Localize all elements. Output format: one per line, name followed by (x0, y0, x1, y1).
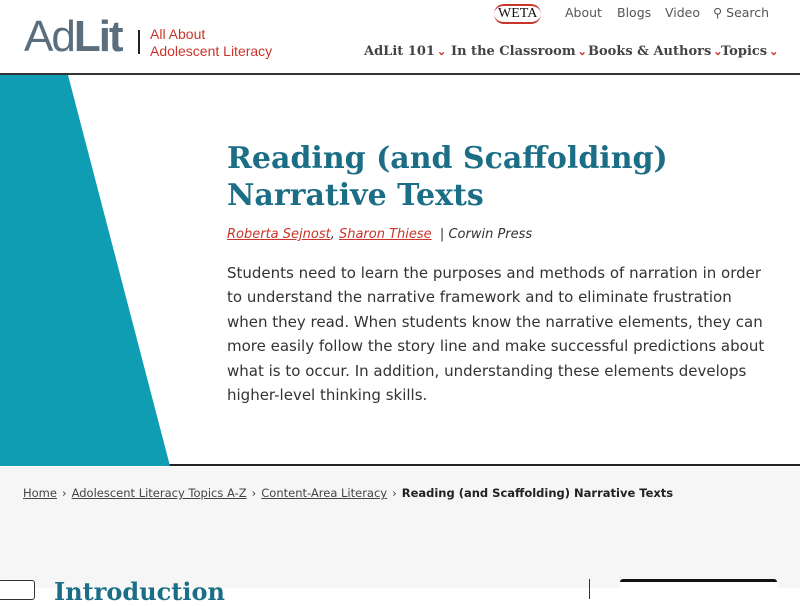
breadcrumb-content-area[interactable]: Content-Area Literacy (261, 486, 388, 500)
search-icon: ⚲ (713, 5, 723, 20)
chevron-down-icon: ⌄ (769, 45, 779, 58)
nav-blogs[interactable]: Blogs (617, 5, 652, 20)
nav-about[interactable]: About (565, 5, 602, 20)
nav-label: Topics (721, 44, 768, 59)
page-title: Reading (and Scaffolding) Narrative Texts (227, 141, 668, 213)
nav-label: Books & Authors (588, 44, 712, 59)
nav-books-authors[interactable] (588, 44, 723, 59)
content-area (0, 467, 800, 606)
chevron-right-icon: › (392, 486, 397, 500)
chevron-right-icon: › (251, 486, 257, 500)
author-link[interactable]: Sharon Thiese (338, 227, 432, 242)
site-header (0, 0, 800, 75)
publisher: Corwin Press (448, 227, 533, 242)
chevron-down-icon: ⌄ (713, 45, 723, 58)
side-toggle-button[interactable] (0, 580, 35, 600)
breadcrumb-home[interactable]: Home (23, 486, 57, 500)
tagline-line-1: All About (150, 26, 206, 42)
weta-logo[interactable]: WETA (494, 4, 541, 24)
nav-label: In the Classroom (451, 44, 576, 59)
nav-in-the-classroom[interactable] (451, 44, 587, 59)
search-label: Search (726, 5, 770, 20)
search-button[interactable] (713, 5, 769, 20)
article-summary: Students need to learn the purposes and methods of narration in order to understand the narrative framework and to eliminate frustration when they read. When students know the narrative elements, they can more easily follow the story line and make successful predictions about what is to occur. In addition, understanding these elements develops higher-level thinking skills. (227, 264, 765, 405)
author-link[interactable]: Roberta Sejnost (227, 227, 331, 242)
nav-topics[interactable] (721, 44, 778, 59)
nav-label: AdLit 101 (364, 44, 435, 59)
breadcrumb-current: Reading (and Scaffolding) Narrative Texts (401, 486, 674, 500)
breadcrumb-topics[interactable]: Adolescent Literacy Topics A-Z (71, 486, 247, 500)
adlit-logo[interactable]: AdLit (24, 12, 122, 61)
tagline (150, 26, 272, 60)
section-heading: Introduction (54, 577, 225, 606)
chevron-right-icon: › (61, 486, 67, 500)
logo-divider (138, 30, 140, 54)
chevron-down-icon: ⌄ (436, 45, 447, 58)
breadcrumb (23, 486, 673, 500)
sidebar-box (620, 579, 777, 599)
byline: Roberta Sejnost, Sharon Thiese | Corwin Press (227, 227, 533, 242)
divider (589, 579, 590, 599)
chevron-down-icon: ⌄ (577, 45, 587, 58)
nav-video[interactable]: Video (665, 5, 701, 20)
tagline-line-2: Adolescent Literacy (150, 43, 273, 59)
nav-adlit-101[interactable] (364, 44, 446, 59)
